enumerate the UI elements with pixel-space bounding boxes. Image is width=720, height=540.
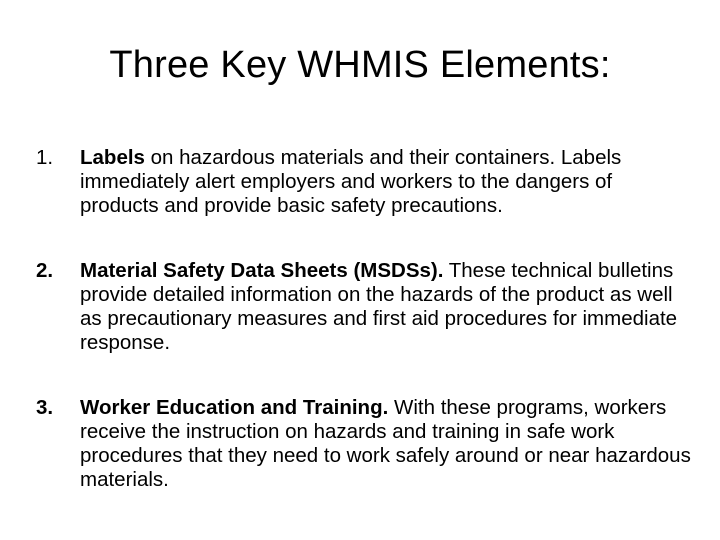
- list-item: [36, 259, 696, 355]
- item-body: With these programs, workers receive the instruction on hazards and training in safe work procedures that they need to work safely around or near hazardous materials.: [80, 396, 691, 491]
- item-heading: Labels: [80, 146, 145, 169]
- item-number: 1.: [36, 146, 54, 169]
- item-heading: Worker Education and Training.: [80, 396, 389, 419]
- item-body: on hazardous materials and their containers. Labels immediately alert employers and workers to the dangers of products and provide basic safety precautions.: [80, 146, 622, 217]
- item-number: 3.: [36, 396, 54, 419]
- list-item: [36, 396, 696, 492]
- slide-title: Three Key WHMIS Elements:: [109, 44, 611, 86]
- item-body: These technical bulletins provide detailed information on the hazards of the product as well as precautionary measures and first aid procedures for immediate response.: [80, 259, 678, 354]
- list-item: [36, 146, 696, 218]
- elements-list: [36, 146, 696, 533]
- item-heading: Material Safety Data Sheets (MSDSs).: [80, 259, 444, 282]
- item-number: 2.: [36, 259, 54, 282]
